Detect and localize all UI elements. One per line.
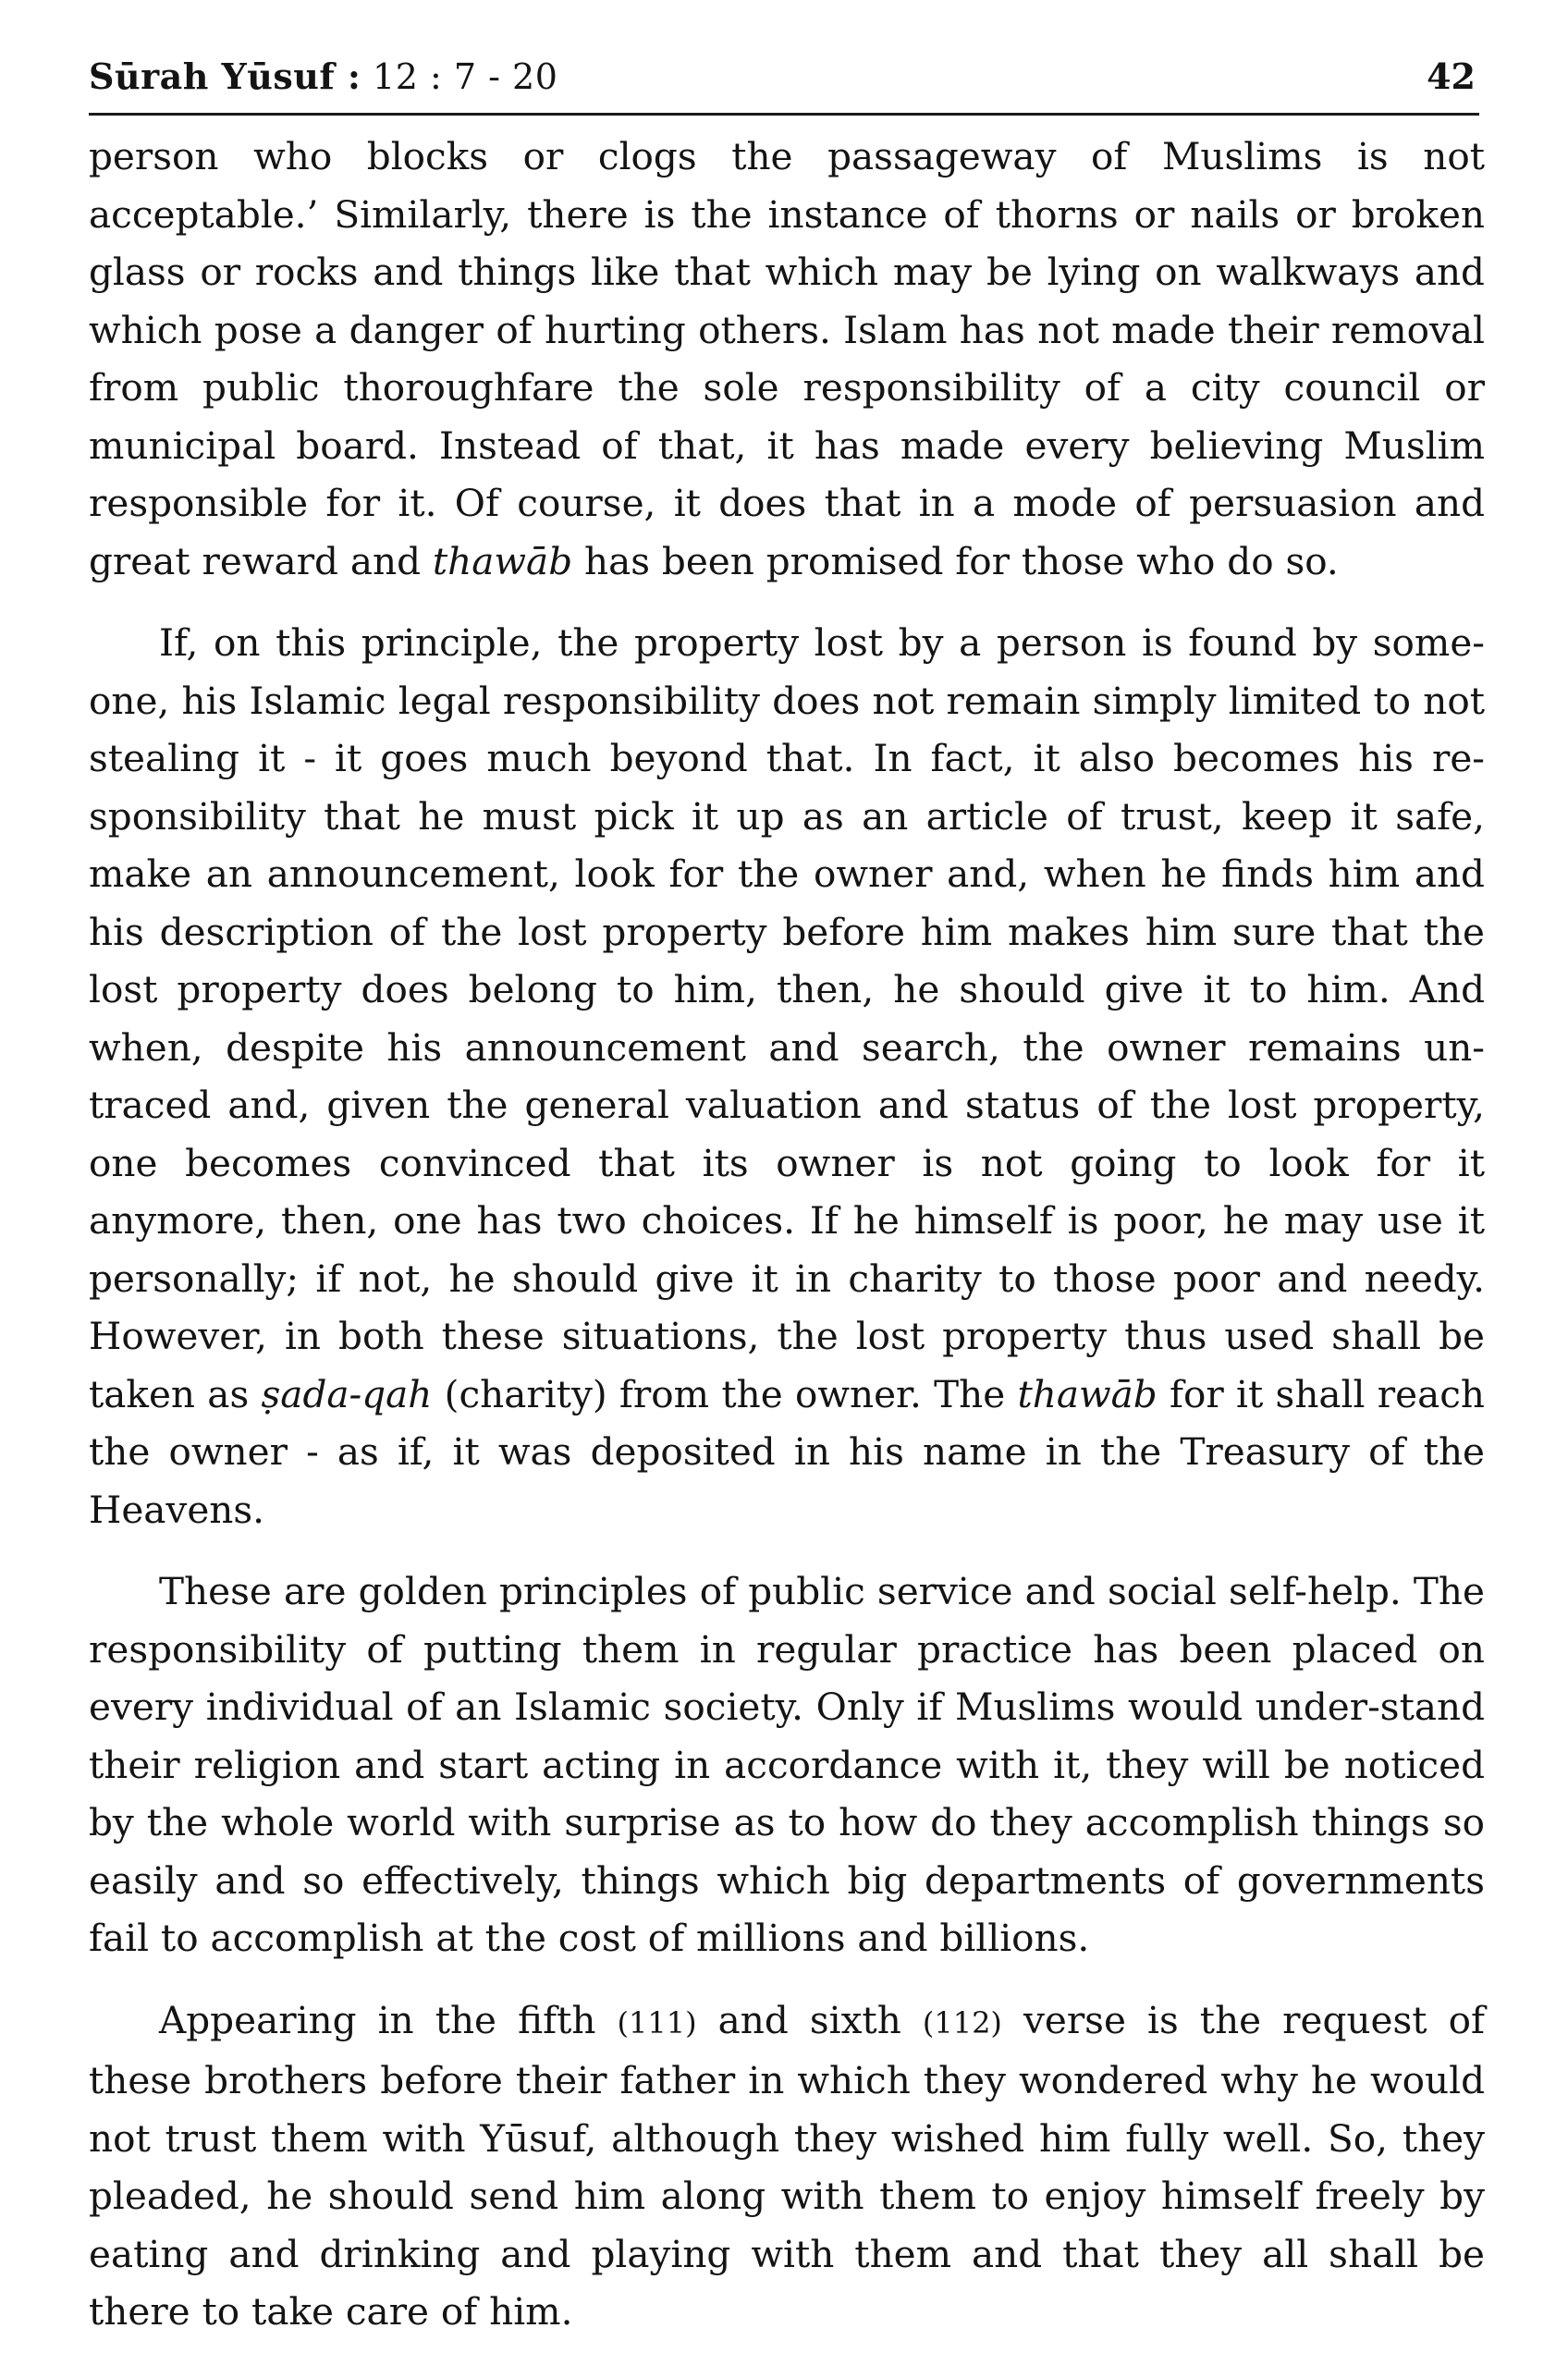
verse-number: (112) bbox=[922, 2004, 1002, 2040]
text-run: These are golden principles of public service and social self-help. The responsibility of putting them in regular practice has been placed on every individual of an Islamic society. Only if Muslims would under-stand their religion and start acting in accordance with it, they will be noticed by the whole world with surprise as to how do they accomplish things so easily and so effectively, things which big departments of governments fail to accomplish at the cost of millions and billions. bbox=[89, 1569, 1485, 1960]
italic-term: thawāb bbox=[432, 538, 573, 583]
running-title bbox=[89, 55, 557, 97]
verse-number: (111) bbox=[617, 2004, 697, 2040]
text-run: If, on this principle, the property lost by a person is found by some-one, his Islamic legal responsibility does not remain simply limited to not stealing it - it goes much beyond that. In fact, it also becomes his re-sponsibility that he must pick it up as an article of trust, keep it safe, make an announcement, look for the owner and, when he finds him and his description of the lost property before him makes him sure that the lost property does belong to him, then, he should give it to him. And when, despite his announcement and search, the owner remains un-traced and, given the general valuation and status of the lost property, one becomes convinced that its owner is not going to look for it anymore, then, one has two choices. If he himself is poor, he may use it personally; if not, he should give it in charity to those poor and needy. However, in both these situations, the lost property thus used shall be taken as bbox=[89, 620, 1485, 1416]
text-run: (charity) from the owner. The bbox=[432, 1371, 1018, 1416]
text-run: Appearing in the fifth bbox=[159, 1997, 618, 2042]
verse-reference: 12 : 7 - 20 bbox=[361, 56, 558, 97]
italic-term: ṣada-qah bbox=[261, 1371, 433, 1416]
running-header bbox=[89, 46, 1479, 116]
text-run: for it shall reach the owner - as if, it was deposited in his name in the Treasury of the Heavens. bbox=[89, 1371, 1485, 1532]
text-run: verse is the request of these brothers before their father in which they wondered why he would not trust them with Yūsuf, although they wished him fully well. So, they pleaded, he should send him along with them to enjoy himself freely by eating and drinking and playing with them and that they all shall be there to take care of him. bbox=[89, 1997, 1485, 2334]
paragraph-1 bbox=[89, 128, 1485, 590]
body-text bbox=[89, 128, 1485, 2365]
page-number: 42 bbox=[1427, 55, 1476, 97]
surah-name: Sūrah Yūsuf : bbox=[89, 55, 361, 97]
text-run: person who blocks or clogs the passageway of Muslims is not acceptable.’ Similarly, there is the instance of thorns or nails or broken glass or rocks and things like that which may be lying on walkways and which pose a danger of hurting others. Islam has not made their removal from public thoroughfare the sole responsibility of a city council or municipal board. Instead of that, it has made every believing Muslim responsible for it. Of course, it does that in a mode of persuasion and great reward and bbox=[89, 134, 1485, 583]
paragraph-2 bbox=[89, 614, 1485, 1538]
paragraph-4 bbox=[89, 1991, 1485, 2341]
text-run: and sixth bbox=[696, 1997, 923, 2042]
italic-term: thawāb bbox=[1017, 1371, 1158, 1416]
paragraph-3 bbox=[89, 1562, 1485, 1967]
text-run: has been promised for those who do so. bbox=[572, 538, 1339, 583]
